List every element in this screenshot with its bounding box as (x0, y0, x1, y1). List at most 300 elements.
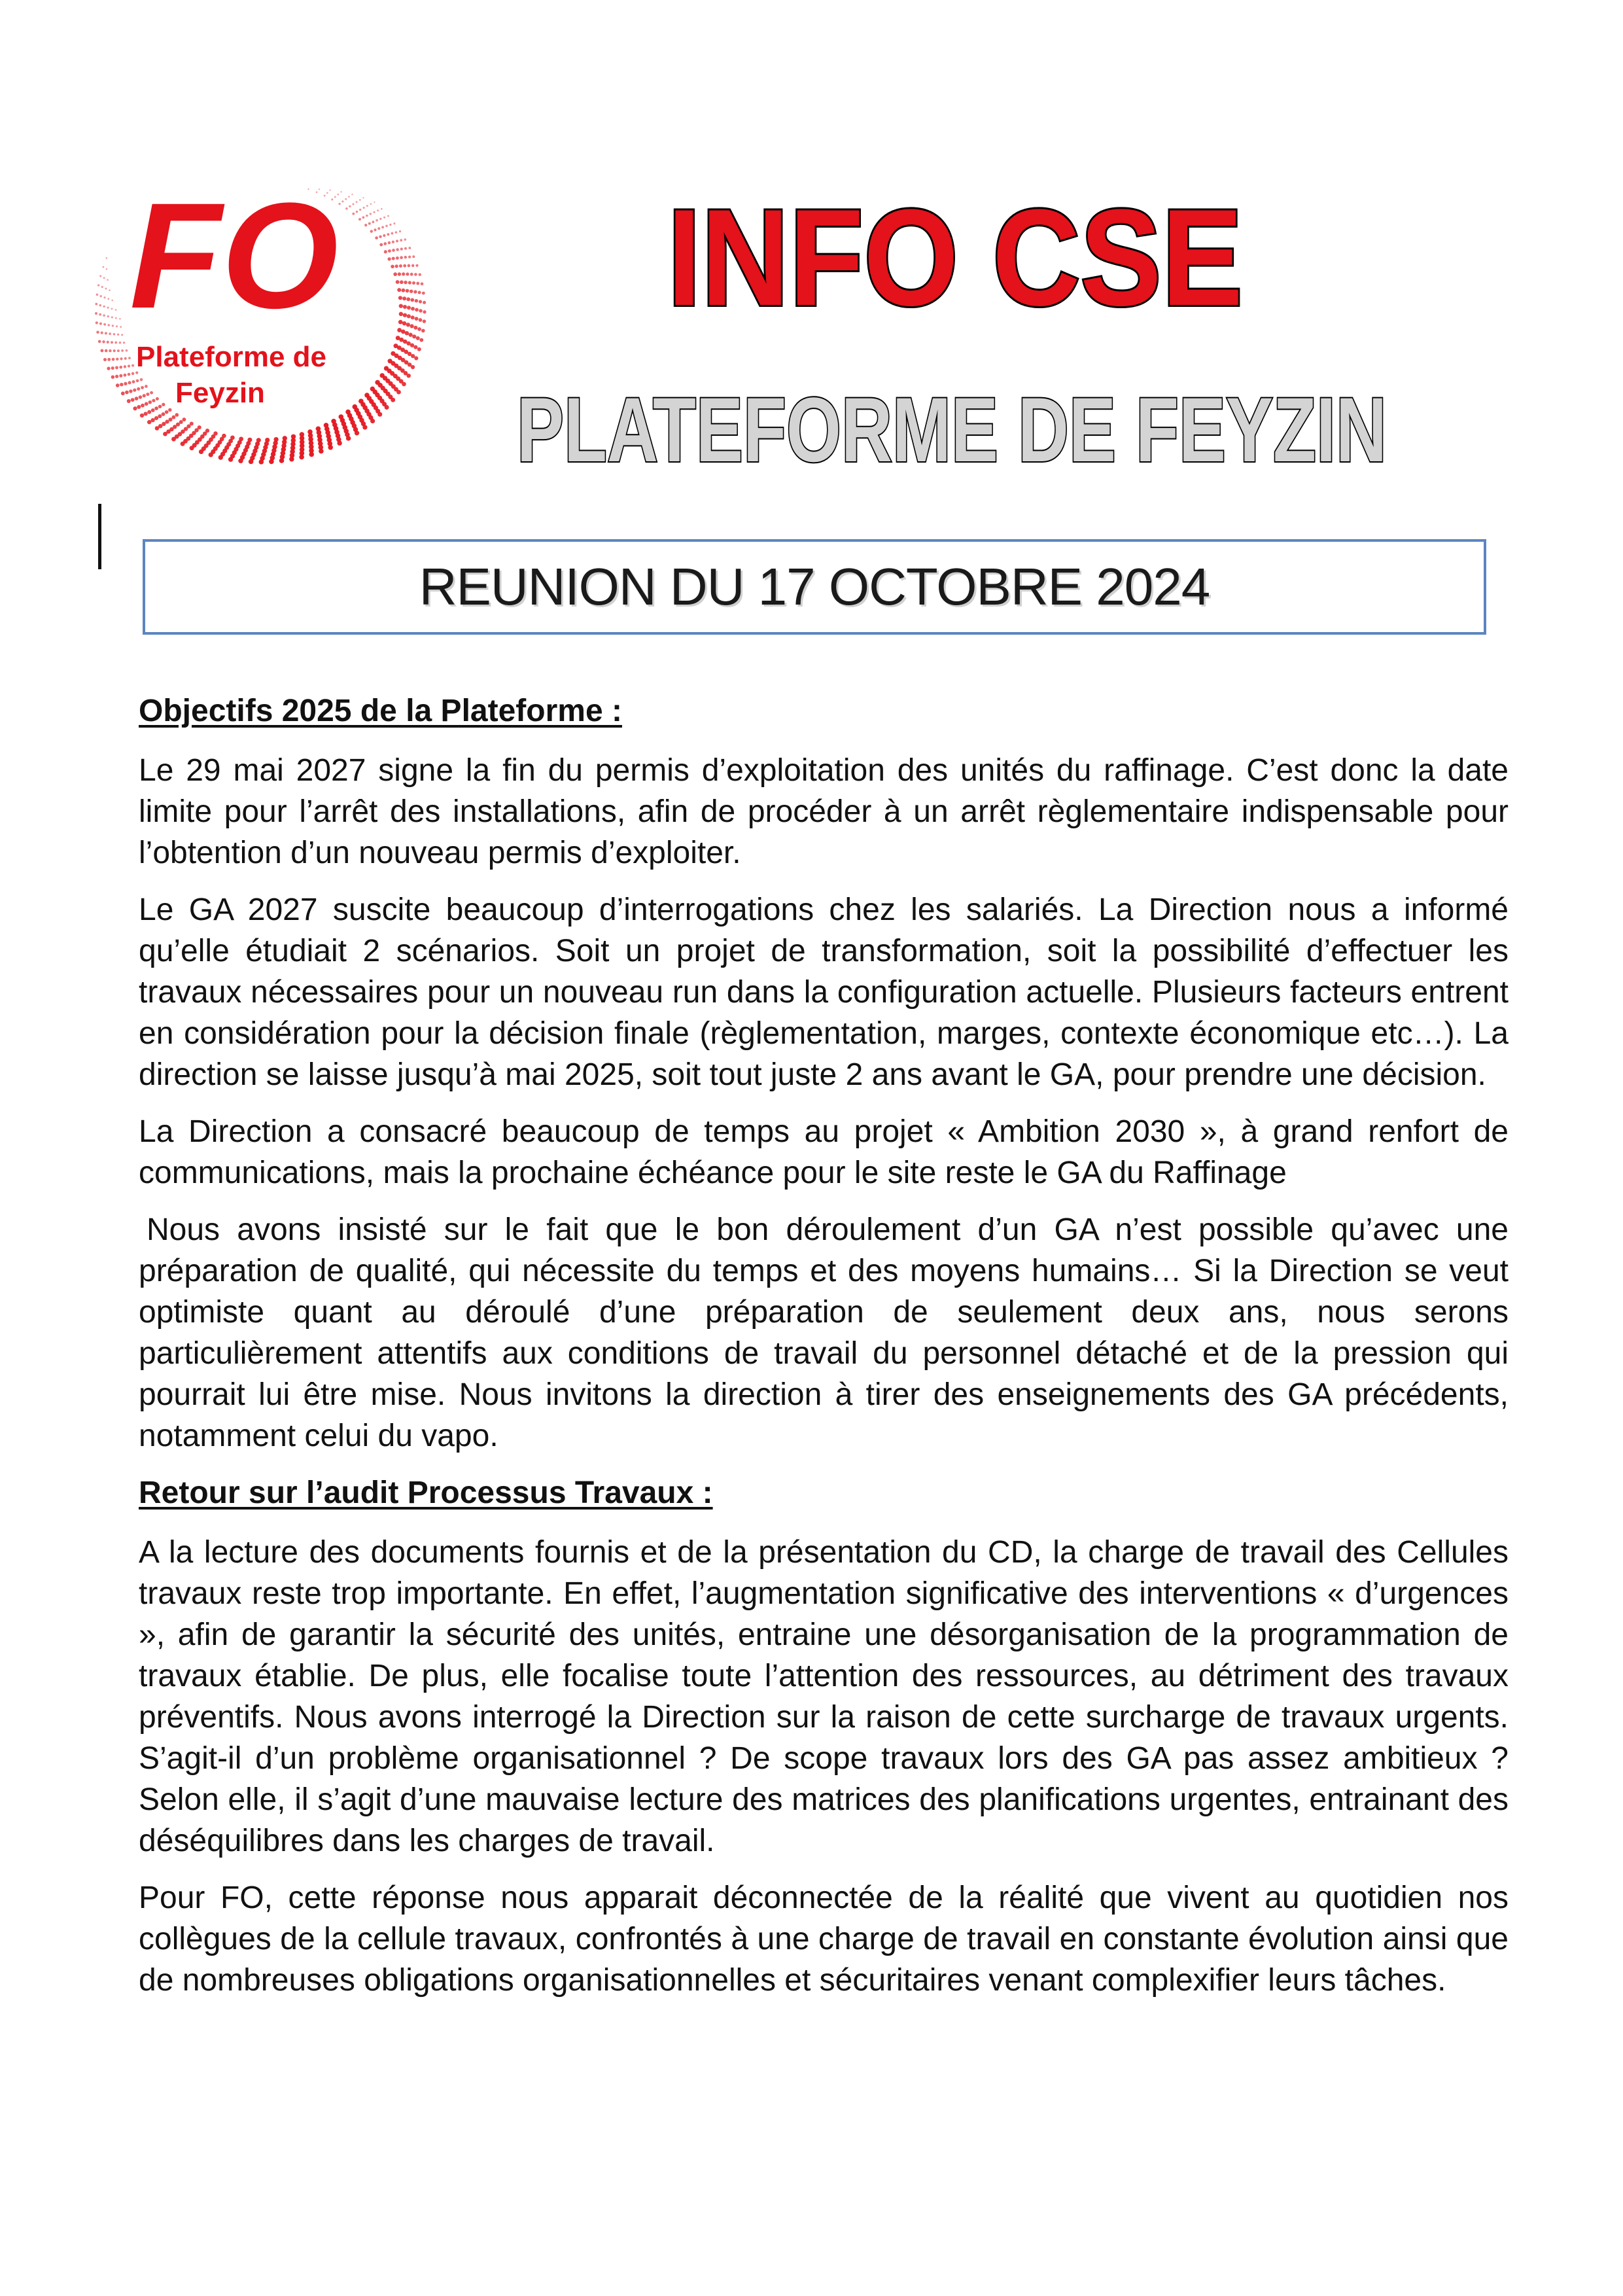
logo-dot (99, 313, 101, 316)
logo-dot (387, 233, 389, 236)
logo-dot (381, 226, 384, 228)
logo-dot (133, 406, 137, 410)
logo-dot (96, 321, 98, 324)
logo-dot (417, 327, 421, 331)
logo-dot (419, 309, 422, 312)
paragraph: La Direction a consacré beaucoup de temps au projet « Ambition 2030 », à grand renfort de communications, mais la prochaine échéance pour le site reste le GA du Raffinage (139, 1114, 1509, 1190)
logo-dot (155, 426, 160, 431)
logo-dot (402, 296, 406, 300)
logo-dot (410, 273, 413, 276)
logo-dot (103, 314, 105, 317)
logo-dot (381, 208, 383, 210)
logo-dot (100, 295, 102, 297)
logo-dot (402, 272, 405, 275)
logo-dot (408, 333, 412, 337)
logo-dot (411, 315, 415, 319)
document-body (139, 690, 1509, 2017)
logo-dot (133, 389, 136, 392)
logo-dot (377, 209, 379, 211)
logo-dot (98, 340, 101, 344)
logo-dot (391, 265, 394, 268)
logo-dot (337, 440, 341, 445)
logo-dot (370, 419, 375, 423)
logo-dot (107, 298, 109, 300)
logo-dot (414, 356, 418, 360)
logo-dot (154, 406, 158, 410)
logo-dot (143, 394, 146, 397)
logo-dot (399, 312, 403, 316)
logo-dot (111, 300, 113, 302)
logo-dot (349, 205, 351, 207)
logo-dot (407, 314, 411, 318)
header-title (661, 156, 1249, 334)
logo-dot (120, 357, 122, 360)
logo-dot (419, 338, 423, 342)
logo-dot (413, 326, 417, 330)
logo-dot (105, 349, 108, 353)
logo-dot (112, 358, 115, 361)
logo-dot (388, 249, 391, 253)
logo-dot (418, 273, 421, 275)
logo-dot (411, 365, 415, 369)
logo-dot (421, 329, 425, 333)
logo-dot (395, 231, 398, 234)
logo-dot (128, 373, 131, 376)
logo-dot (411, 307, 415, 311)
logo-dot (405, 331, 409, 335)
logo-dot (123, 342, 125, 344)
logo-dot (115, 375, 118, 378)
logo-dot (238, 459, 243, 463)
logo-dot (162, 403, 165, 406)
logo-dot (356, 201, 358, 203)
logo-dot (358, 218, 361, 221)
logo-dot (421, 282, 424, 285)
logo-dot (158, 405, 162, 408)
logo-dot (121, 391, 125, 395)
logo-dot (410, 298, 414, 302)
logo-dot (124, 357, 127, 360)
text-cursor-mark (98, 504, 101, 569)
logo-dot (410, 324, 414, 328)
logo-dot (346, 436, 351, 440)
logo-dot (399, 304, 403, 308)
logo-dot (338, 203, 340, 205)
logo-dot (406, 374, 410, 378)
logo-dot (422, 292, 425, 295)
logo-dot (144, 412, 148, 415)
logo-dot (341, 200, 343, 202)
logo-dot (406, 272, 409, 275)
logo-dot (125, 391, 129, 395)
logo-dot (96, 294, 99, 296)
logo-dot (102, 340, 105, 343)
logo-dot (103, 306, 105, 308)
logo-dot (111, 316, 113, 318)
logo-dot (351, 194, 353, 195)
logo-dot (117, 349, 120, 352)
logo-dot (99, 304, 101, 307)
logo-dot (111, 308, 113, 309)
logo-dot (396, 239, 398, 242)
logo-dot (102, 266, 104, 268)
section-heading-objectifs: Objectifs 2025 de la Plateforme : (139, 694, 622, 728)
logo-dot (95, 303, 97, 306)
logo-dot (408, 247, 411, 249)
logo-dot (423, 310, 426, 313)
logo-dot (392, 249, 395, 252)
logo-dot (397, 328, 402, 332)
logo-dot (388, 241, 391, 244)
logo-dot (145, 385, 148, 388)
logo-dot (415, 264, 418, 267)
logo-dot (401, 330, 406, 334)
logo-dot (124, 382, 127, 385)
section-heading-audit: Retour sur l’audit Processus Travaux : (139, 1475, 713, 1510)
logo-dot (111, 366, 114, 370)
header-subtitle (510, 363, 1393, 481)
logo-dot (182, 417, 186, 421)
logo-dot (356, 211, 358, 213)
logo-dot (103, 358, 107, 361)
logo-dot (145, 402, 148, 406)
logo-dot (414, 273, 417, 276)
logo-dot (399, 264, 402, 268)
logo-dot (363, 207, 365, 209)
logo-dot (411, 354, 415, 358)
logo-dot (406, 323, 410, 327)
logo-dot (124, 365, 126, 368)
logo-dot (107, 358, 111, 361)
logo-dot (408, 256, 411, 258)
logo-dot (137, 405, 141, 409)
logo-dot (375, 236, 378, 239)
logo-dot (415, 308, 419, 312)
logo-dot (383, 242, 387, 245)
logo-dot (418, 291, 421, 294)
logo-dot (370, 230, 373, 232)
logo-dot (391, 398, 395, 402)
logo-dot (309, 452, 314, 457)
logo-dot (415, 299, 418, 302)
logo-dot (113, 333, 116, 336)
logo-dot (114, 342, 117, 344)
logo-dot (398, 296, 402, 300)
paragraph: A la lecture des documents fournis et de la présentation du CD, la charge de travail des Cellules travaux reste trop importante. En effet, l’augmentation significative des interventions « d’urgences », afin de garantir la sécurité des unités, entraine une désorganisation de la programmation de travaux établie. De plus, elle focalise toute l’attention des ressources, au détriment des travaux préventifs. Nous avons interrogé la Direction sur la raison de cette surcharge de travaux urgents. S’agit-il d’un problème organisationnel ? De scope travaux lors des GA pas assez ambitieux ? Selon elle, il s’agit d’une mauvaise lecture des matrices des planifications urgentes, entrainant des déséquilibres dans les charges de travail. (139, 1535, 1509, 1858)
logo-dot (396, 390, 401, 395)
logo-dot (408, 264, 411, 268)
logo-dot (120, 383, 123, 386)
fo-logo-graphic (84, 134, 437, 487)
logo-dot (131, 364, 134, 367)
logo-dot (199, 450, 203, 454)
logo-dot (190, 446, 194, 450)
logo-dot (127, 399, 131, 403)
logo-dot (131, 398, 135, 402)
logo-dot (109, 332, 111, 335)
logo-dot (116, 358, 118, 361)
logo-dot (107, 307, 109, 309)
logo-dot (97, 284, 99, 286)
logo-dot (404, 238, 407, 241)
logo-dot (132, 380, 135, 383)
logo-dot (359, 199, 361, 201)
logo-dot (111, 341, 113, 344)
paragraph: Le GA 2027 suscite beaucoup d’interrogations chez les salariés. La Direction nous a informé qu’elle étudiait 2 scénarios. Soit un projet de transformation, soit la possibilité d’effectuer les travaux nécessaires pour un nouveau run dans la configuration actuelle. Plusieurs facteurs entrent en considération pour la décision finale (règlementation, marges, contexte économique etc…). La direction se laisse jusqu’à mai 2025, soit tout juste 2 ans avant le GA, pour prendre une décision. (139, 892, 1509, 1092)
logo-dot (395, 264, 398, 268)
logo-dot (423, 319, 426, 323)
logo-dot (377, 412, 382, 417)
logo-dot (396, 280, 400, 284)
logo-dot (123, 374, 126, 377)
logo-line2: Feyzin (175, 377, 265, 409)
logo-dot (411, 264, 414, 267)
logo-dot (148, 400, 152, 404)
logo-dot (355, 431, 359, 435)
logo-dot (402, 382, 406, 387)
logo-fo-mark: FO (130, 171, 339, 340)
logo-dot (415, 317, 419, 321)
logo-dot (112, 325, 114, 327)
header-subtitle-text: PLATEFORME DE FEYZIN (517, 378, 1387, 481)
logo-dot (105, 332, 107, 334)
logo-dot (135, 397, 139, 400)
logo-dot (399, 230, 401, 232)
logo-dot (146, 393, 149, 396)
logo-dot (373, 211, 375, 213)
logo-dot (165, 410, 169, 414)
logo-dot (362, 425, 367, 429)
logo-dot (119, 366, 122, 369)
logo-dot (416, 336, 420, 340)
logo-dot (116, 383, 120, 387)
logo-dot (169, 417, 173, 421)
logo-dot (377, 227, 380, 230)
logo-dot (141, 386, 144, 389)
logo-dot (119, 318, 121, 320)
logo-dot (139, 395, 142, 398)
logo-dot (410, 289, 413, 292)
logo-dot (249, 459, 254, 465)
logo-dot (368, 222, 371, 225)
logo-dot (352, 203, 354, 205)
logo-dot (259, 459, 264, 465)
logo-dot (141, 404, 145, 408)
logo-dot (128, 381, 131, 384)
logo-dot (375, 219, 378, 222)
logo-dot (400, 239, 402, 241)
logo-dot (121, 334, 123, 336)
logo-dot (151, 408, 155, 412)
header-title-text: INFO CSE (667, 181, 1243, 334)
logo-dot (319, 449, 324, 454)
paragraph: Pour FO, cette réponse nous apparait déconnectée de la réalité que vivent au quotidien nos collègues de la cellule travaux, confrontés à une charge de travail en constante évolution ainsi que de nombreuses obligations organisationnelles et sécuritaires venant complexifier leurs tâches. (139, 1881, 1509, 1998)
logo-dot (407, 306, 411, 309)
logo-dot (370, 213, 372, 215)
logo-dot (340, 191, 341, 192)
logo-dot (402, 321, 406, 325)
logo-dot (128, 357, 131, 359)
logo-dot (171, 437, 176, 442)
logo-dot (109, 349, 111, 352)
logo-dot (147, 410, 151, 414)
logo-dot (137, 387, 140, 391)
logo-dot (398, 320, 403, 325)
logo-dot (374, 202, 375, 203)
logo-dot (366, 215, 368, 217)
logo-dot (345, 207, 348, 210)
logo-dot (374, 228, 376, 231)
logo-dot (410, 344, 414, 347)
logo-dot (404, 281, 407, 284)
logo-dot (126, 349, 128, 352)
logo-dot (105, 288, 107, 290)
logo-dot (403, 264, 406, 268)
logo-dot (150, 418, 154, 422)
logo-dot (117, 334, 119, 336)
logo-dot (140, 414, 144, 417)
logo-dot (396, 248, 398, 251)
logo-dot (119, 342, 122, 344)
logo-dot (398, 272, 401, 275)
logo-dot (107, 341, 109, 344)
logo-dot (403, 305, 407, 309)
logo-dot (150, 391, 153, 395)
logo-dot (171, 415, 175, 419)
logo-dot (393, 222, 395, 224)
logo-dot (175, 413, 179, 417)
logo-dot (383, 234, 385, 237)
logo-dot (156, 397, 159, 400)
logo-dot (412, 334, 416, 338)
logo-dot (392, 241, 394, 243)
logo-dot (105, 257, 107, 259)
logo-dot (412, 281, 415, 285)
logo-dot (111, 375, 114, 378)
logo-dot (106, 268, 108, 270)
logo-dot (181, 442, 185, 446)
logo-dot (404, 256, 407, 258)
logo-dot (218, 455, 223, 459)
logo-dot (392, 257, 395, 260)
logo-dot (103, 323, 106, 326)
logo-dot (101, 331, 103, 334)
logo-dot (136, 380, 139, 383)
logo-dot (396, 256, 399, 260)
logo-dot (419, 318, 423, 322)
logo-dot (370, 203, 372, 205)
logo-dot (385, 225, 388, 228)
logo-dot (400, 247, 403, 250)
logo-dot (101, 286, 103, 288)
logo-dot (366, 205, 368, 207)
logo-dot (129, 389, 132, 393)
logo-dot (289, 457, 294, 462)
logo-dot (147, 420, 151, 424)
logo-dot (379, 218, 381, 220)
logo-dot (103, 296, 105, 298)
logo-dot (103, 277, 105, 279)
logo-dot (364, 224, 367, 226)
logo-dot (99, 275, 101, 277)
logo-dot (299, 455, 304, 460)
logo-dot (328, 445, 333, 450)
logo-dot (384, 250, 387, 253)
logo-line1: Plateforme de (136, 341, 326, 373)
logo-dot (391, 232, 394, 235)
logo-dot (400, 256, 403, 259)
logo-dot (152, 399, 155, 402)
logo-dot (168, 408, 171, 412)
logo-dot (95, 312, 97, 315)
logo-dot (419, 300, 422, 303)
logo-dot (379, 235, 381, 238)
logo-dot (96, 330, 99, 333)
paragraph: Le 29 mai 2027 signe la fin du permis d’exploitation des unités du raffinage. C’est donc la date limite pour l’arrêt des installations, afin de procéder à un arrêt règlementaire indispensable pour l’obtention d’un nouveau permis d’exploiter. (139, 753, 1509, 870)
logo-dot (397, 288, 401, 292)
logo-dot (412, 255, 415, 258)
paragraph: Nous avons insisté sur le fait que le bon déroulement d’un GA n’est possible qu’avec une préparation de qualité, qui nécessite du temps et des moyens humains… Si la Direction se veut optimiste quant au déroulé d’une préparation de seulement deux ans, nous serons particulièrement attentifs aux conditions de travail du personnel détaché et de la pression qui pourrait lui être mise. Nous invitons la direction à tirer des enseignements des GA précédents, notamment celui du vapo. (139, 1212, 1509, 1453)
logo-dot (131, 372, 134, 375)
logo-dot (385, 405, 389, 410)
logo-dot (413, 290, 417, 293)
logo-dot (128, 364, 130, 367)
logo-dot (362, 216, 365, 219)
logo-dot (400, 280, 404, 284)
logo-dot (417, 347, 421, 351)
logo-dot (99, 323, 102, 325)
logo-dot (269, 459, 274, 465)
logo-dot (119, 374, 122, 378)
logo-dot (423, 301, 426, 304)
logo-dot (107, 366, 110, 370)
logo-dot (115, 366, 118, 369)
logo-dot (115, 317, 117, 319)
logo-dot (345, 198, 347, 200)
logo-dot (107, 279, 109, 281)
logo-dot (406, 297, 410, 301)
logo-dot (163, 432, 167, 436)
logo-dot (100, 349, 103, 352)
logo-dot (372, 221, 375, 223)
meeting-date-box (143, 539, 1486, 635)
logo-dot (387, 215, 389, 217)
logo-dot (359, 209, 361, 211)
logo-dot (121, 349, 124, 352)
logo-dot (404, 247, 407, 250)
logo-dot (162, 412, 166, 416)
logo-dot (107, 324, 110, 327)
meeting-date-label: REUNION DU 17 OCTOBRE 2024 (419, 557, 1210, 616)
logo-dot (393, 272, 397, 276)
logo-dot (401, 289, 405, 292)
logo-dot (379, 243, 383, 247)
logo-dot (158, 414, 162, 418)
logo-dot (383, 217, 385, 219)
logo-dot (120, 326, 122, 328)
logo-dot (348, 196, 350, 198)
logo-dot (408, 281, 411, 284)
logo-dot (416, 282, 419, 285)
logo-dot (352, 213, 355, 215)
logo-dot (406, 289, 410, 293)
logo-dot (403, 313, 407, 317)
logo-dot (406, 342, 410, 345)
logo-dot (228, 457, 233, 461)
logo-dot (115, 309, 117, 311)
logo-dot (107, 315, 109, 317)
logo-dot (154, 416, 158, 420)
